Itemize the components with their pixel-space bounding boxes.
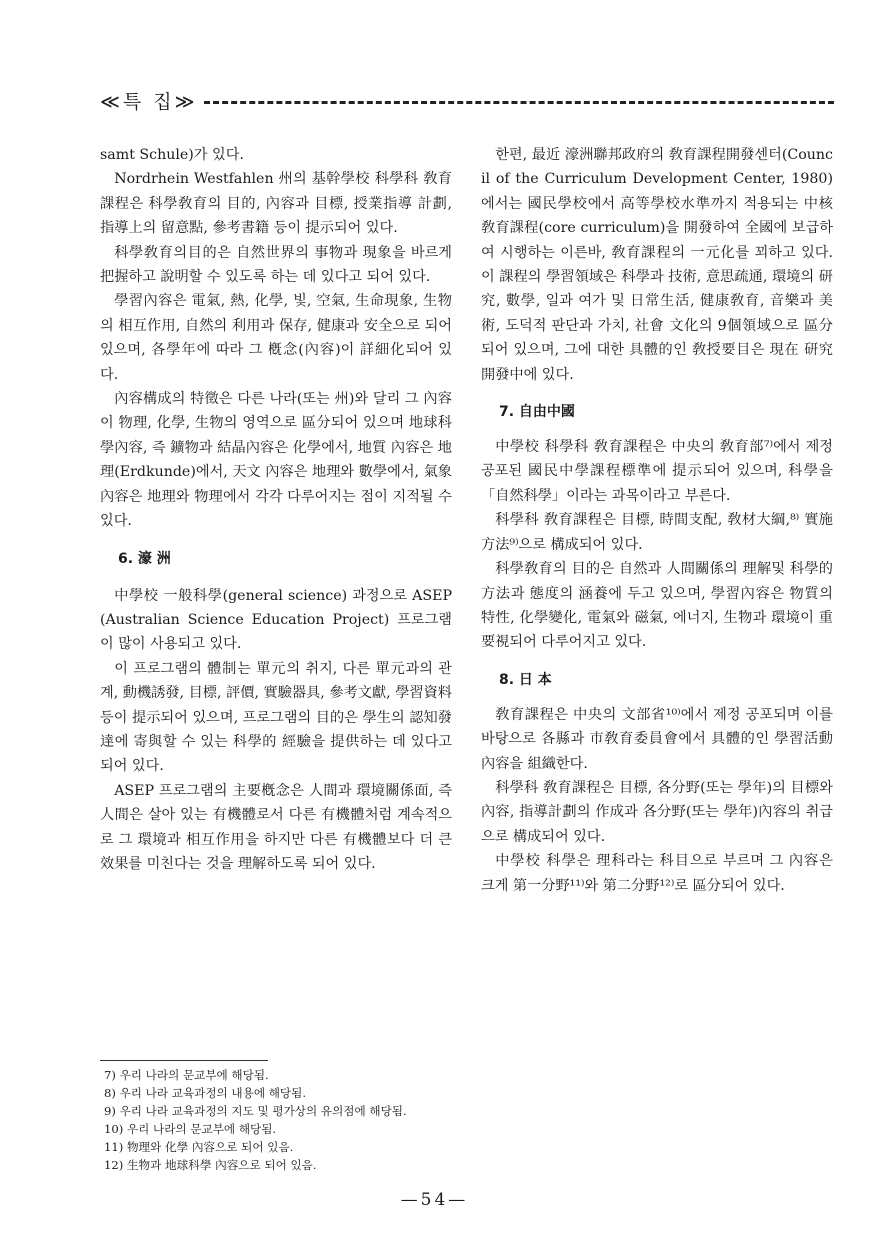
- paragraph: 이 프로그램의 體制는 單元의 취지, 다른 單元과의 관계, 動機誘發, 目標, 評價, 實驗器具, 參考文獻, 學習資料 등이 提示되어 있으며, 프로그램의 目的은 學生의 認知發達에 寄與할 수 있는 科學的 經驗을 提供하는 데 있다고 되어 있다.: [100, 660, 452, 775]
- section-heading: 8. 日 本: [499, 671, 552, 688]
- footnote: 9) 우리 나라 교육과정의 지도 및 평가상의 유의점에 해당됨.: [104, 1104, 407, 1118]
- paragraph: 中學校 科學科 敎育課程은 中央의 敎育部⁷⁾에서 제정 공포된 國民中學課程標準에 提示되어 있으며, 科學을 「自然科學」이라는 과목이라고 부른다.: [481, 439, 833, 504]
- left-column: [100, 143, 452, 876]
- paragraph: 한편, 最近 濠洲聯邦政府의 敎育課程開發센터(Council of the Curriculum Development Center, 1980)에서는 國民學校에서 高等學校水準까지 적용되는 中核敎育課程(core curriculum)을 開發하여 全國에 보급하여 시행하는 이른바, 敎育課程의 一元化를 꾀하고 있다. 이 課程의 學習領域은 科學과 技術, 意思疏通, 環境의 研究, 數學, 일과 여가 및 日常生活, 健康敎育, 音樂과 美術, 도덕적 판단과 가치, 社會 文化의 9個領域으로 區分되어 있으며, 그에 대한 具體的인 敎授要目은 現在 研究開發中에 있다.: [481, 147, 833, 383]
- paragraph: 敎育課程은 中央의 文部省¹⁰⁾에서 제정 공포되며 이를 바탕으로 各縣과 市敎育委員會에서 具體的인 學習活動 內容을 組織한다.: [481, 706, 833, 772]
- page-number: —54—: [400, 1190, 469, 1210]
- paragraph: 學習內容은 電氣, 熱, 化學, 빛, 空氣, 生命現象, 生物의 相互作用, 自然의 利用과 保存, 健康과 安全으로 되어 있으며, 各學年에 따라 그 槪念(內容)이 詳細化되어 있다.: [100, 293, 452, 383]
- page-header: [100, 86, 834, 114]
- paragraph: ASEP 프로그램의 主要槪念은 人間과 環境關係面, 즉 人間은 살아 있는 有機體로서 다른 有機體처럼 계속적으로 그 環境과 相互作用을 하지만 다른 有機體보다 더 큰 效果를 미친다는 것을 理解하도록 되어 있다.: [100, 782, 452, 872]
- paragraph: 中學校 科學은 理科라는 科目으로 부르며 그 內容은 크게 第一分野¹¹⁾와 第二分野¹²⁾로 區分되어 있다.: [481, 853, 833, 894]
- paragraph: 內容構成의 特徵은 다른 나라(또는 州)와 달리 그 內容이 物理, 化學, 生物의 영역으로 區分되어 있으며 地球科學內容, 즉 鑛物과 結晶內容은 化學에서, 地質 內容은 地理(Erdkunde)에서, 天文 內容은 地理와 數學에서, 氣象 內容은 地理와 物理에서 각각 다루어지는 점이 지적될 수 있다.: [100, 391, 452, 530]
- footnote: 11) 物理와 化學 內容으로 되어 있음.: [104, 1140, 294, 1154]
- section-heading: 7. 自由中國: [499, 404, 575, 421]
- paragraph: samt Schule)가 있다.: [100, 147, 244, 163]
- section-heading: 6. 濠 洲: [118, 550, 171, 567]
- paragraph: 科學敎育의 目的은 自然과 人間關係의 理解및 科學的 方法과 態度의 涵養에 두고 있으며, 學習內容은 物質의 特性, 化學變化, 電氣와 磁氣, 에너지, 生物과 環境이 重要視되어 다루어지고 있다.: [481, 561, 833, 651]
- section-label: ≪특 집≫: [100, 90, 198, 113]
- footnote: 8) 우리 나라 교육과정의 내용에 해당됨.: [104, 1086, 307, 1100]
- paragraph: 科學科 敎育課程은 目標, 各分野(또는 學年)의 目標와 內容, 指導計劃의 作成과 各分野(또는 學年)內容의 취급으로 構成되어 있다.: [481, 779, 833, 845]
- footnote-divider: [100, 1060, 268, 1061]
- footnote: 7) 우리 나라의 문교부에 해당됨.: [104, 1068, 269, 1082]
- paragraph: 科學敎育의目的은 自然世界의 事物과 現象을 바르게 把握하고 說明할 수 있도록 하는 데 있다고 되어 있다.: [100, 244, 452, 286]
- footnote: 12) 生物과 地球科學 內容으로 되어 있음.: [104, 1158, 317, 1172]
- header-divider: [204, 101, 834, 104]
- footnotes: [104, 1066, 704, 1174]
- footnote: 10) 우리 나라의 문교부에 해당됨.: [104, 1122, 277, 1136]
- right-column: [481, 143, 833, 898]
- paragraph: 科學科 敎育課程은 目標, 時間支配, 敎材大綱,⁸⁾ 實施方法⁹⁾으로 構成되어 있다.: [481, 512, 833, 553]
- paragraph: Nordrhein Westfahlen 州의 基幹學校 科學科 敎育課程은 科學敎育의 目的, 內容과 目標, 授業指導 計劃, 指導上의 留意點, 參考書籍 등이 提示되어 있다.: [100, 171, 452, 237]
- paragraph: 中學校 一般科學(general science) 과정으로 ASEP(Australian Science Education Project) 프로그램이 많이 사용되고 있다.: [100, 587, 452, 653]
